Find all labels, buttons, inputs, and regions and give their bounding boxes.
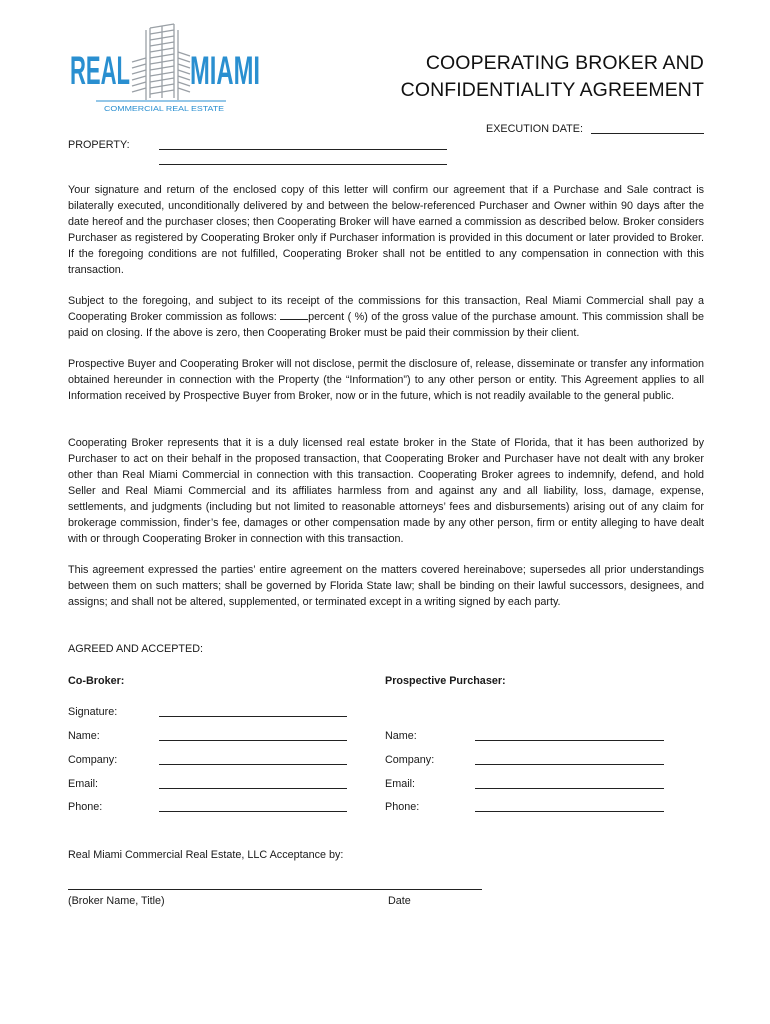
acceptance-date-label: Date [388, 895, 411, 907]
co-broker-name-field[interactable] [159, 740, 347, 741]
logo-tagline: COMMERCIAL REAL ESTATE [104, 106, 225, 113]
co-broker-company-field[interactable] [159, 764, 347, 765]
company-logo [66, 22, 262, 114]
paragraph-entire-agreement: This agreement expressed the parties’ entire agreement on the matters covered hereinabove; supersedes all prior understandings between them on such matters; shall be governed by Florida State law; shall be binding on their lawful successors, designees, and assigns; and shall not be altered, supplemented, or terminated except in a writing signed by each party. [68, 564, 704, 608]
co-broker-name-label: Name: [68, 730, 100, 742]
title-line-1: COOPERATING BROKER AND [425, 52, 704, 74]
purchaser-name-field[interactable] [475, 740, 664, 741]
execution-date-field[interactable] [591, 133, 704, 134]
co-broker-phone-field[interactable] [159, 811, 347, 812]
paragraph-commission-terms [68, 293, 704, 341]
commission-text-a: Subject to the foregoing, and subject to its receipt of the commissions for this transaction, Real Miami Commercial shall pay a Cooperating Broker commission as follows: [68, 295, 704, 323]
purchaser-phone-field[interactable] [475, 811, 664, 812]
paragraph-confidentiality: Prospective Buyer and Cooperating Broker will not disclose, permit the disclosure of, release, disseminate or transfer any information obtained hereunder in connection with the Property (the “Information”) to any other person or entity. This Agreement applies to all Information received by Prospective Buyer from Broker, now or in the future, which is not readily available to the general public. [68, 358, 704, 402]
purchaser-heading: Prospective Purchaser: [385, 675, 506, 687]
purchaser-email-label: Email: [385, 778, 415, 790]
co-broker-heading: Co-Broker: [68, 675, 125, 687]
purchaser-company-label: Company: [385, 754, 435, 766]
document-title [400, 50, 704, 104]
commission-percent-field[interactable] [280, 310, 308, 320]
co-broker-email-field[interactable] [159, 788, 347, 789]
acceptance-label: Real Miami Commercial Real Estate, LLC Acceptance by: [68, 849, 344, 861]
property-field-line-1[interactable] [159, 149, 447, 150]
purchaser-company-field[interactable] [475, 764, 664, 765]
co-broker-email-label: Email: [68, 778, 98, 790]
logo-brand-right: MIAMI [190, 49, 260, 93]
commission-text-b: percent ( %) of the gross value of the purchase amount. This commission shall be paid on closing. If the above is zero, then Cooperating Broker must be paid their commission by their client. [68, 311, 704, 339]
broker-acceptance-signature-field[interactable] [68, 889, 482, 890]
co-broker-signature-label: Signature: [68, 706, 118, 718]
co-broker-company-label: Company: [68, 754, 118, 766]
title-line-2: CONFIDENTIALITY AGREEMENT [400, 79, 704, 101]
purchaser-name-label: Name: [385, 730, 417, 742]
broker-name-title-label: (Broker Name, Title) [68, 895, 165, 907]
paragraph-broker-representation: Cooperating Broker represents that it is a duly licensed real estate broker in the State of Florida, that it has been authorized by Purchaser to act on their behalf in the proposed transaction, that Cooperating Broker and Purchaser have not dealt with any broker other than Real Miami Commercial in connection with this transaction. Cooperating Broker agrees to indemnify, defend, and hold Seller and Real Miami Commercial and its affiliates harmless from and against any and all liability, loss, damage, expense, settlements, and judgments (including but not limited to reasonable attorneys’ fees and disbursements) arising out of any claim for brokerage commission, finder’s fee, damages or other compensation made by any other person, firm or entity alleging to have dealt with or through Cooperating Broker in connection with this transaction. [68, 437, 704, 545]
purchaser-phone-label: Phone: [385, 801, 420, 813]
execution-date-label: EXECUTION DATE: [486, 123, 583, 135]
logo-brand-left: REAL [70, 49, 130, 93]
agreed-accepted-label: AGREED AND ACCEPTED: [68, 643, 203, 655]
co-broker-phone-label: Phone: [68, 801, 103, 813]
paragraph-commission-conditions: Your signature and return of the enclosed copy of this letter will confirm our agreement that if a Purchase and Sale contract is bilaterally executed, unconditionally delivered by and between the below-referenced Purchaser and Owner within 90 days after the date hereof and the purchaser closes; then Cooperating Broker will have earned a commission as described below. Broker considers Purchaser as registered by Cooperating Broker only if Purchaser information is provided in this document or later provided to Broker. If the foregoing conditions are not fulfilled, Cooperating Broker shall not be entitled to any compensation in connection with this transaction. [68, 184, 704, 276]
purchaser-email-field[interactable] [475, 788, 664, 789]
co-broker-signature-field[interactable] [159, 716, 347, 717]
property-field-line-2[interactable] [159, 164, 447, 165]
building-logo-graphic [66, 22, 262, 114]
property-label: PROPERTY: [68, 139, 130, 151]
